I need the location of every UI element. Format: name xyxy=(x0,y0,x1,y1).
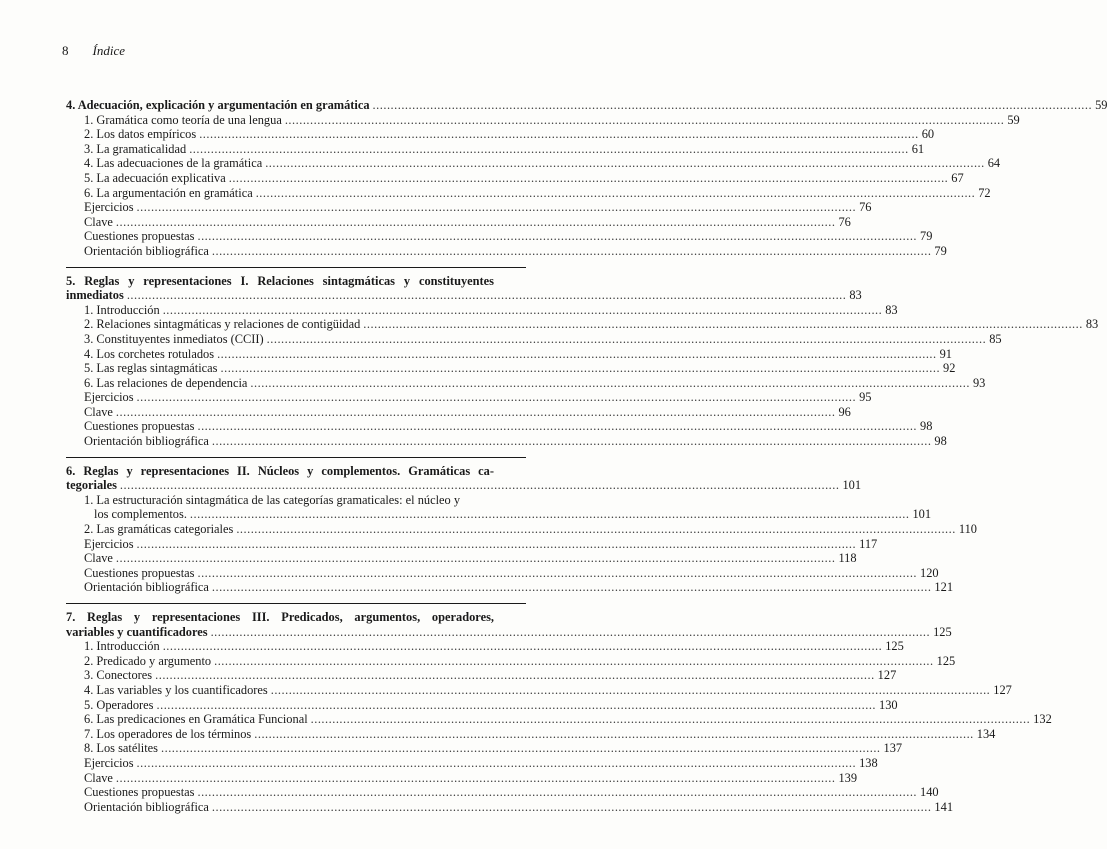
section-entry-text: 5. La adecuación explicativa xyxy=(84,170,226,185)
page-ref: 76 xyxy=(838,214,851,229)
section-entry xyxy=(66,668,897,683)
dot-leader: ........................................................................................................................................................................................................ xyxy=(265,156,985,171)
section-entry xyxy=(66,156,1001,171)
section-entry-text: 2. Relaciones sintagmáticas y relaciones de contigüidad xyxy=(84,317,361,332)
page-ref: 141 xyxy=(934,799,954,814)
dot-leader: ........................................................................................................................................................................................................ xyxy=(266,331,987,346)
section-entry-text: Ejercicios xyxy=(84,200,134,215)
section-entry-text: 4. Los corchetes rotulados xyxy=(84,346,215,361)
page-ref: 98 xyxy=(934,434,947,449)
section-entry-text: Orientación bibliográfica xyxy=(84,580,209,595)
section-entry-text: 3. La gramaticalidad xyxy=(84,141,187,156)
section-entry xyxy=(66,682,1012,698)
dot-leader: ........................................................................................................................................................................................................ xyxy=(211,243,932,258)
section-entry xyxy=(66,536,878,552)
dot-leader: ........................................................................................................................................................................................................ xyxy=(162,302,883,317)
page-ref: 132 xyxy=(1033,712,1052,727)
chapter-title-text: variables y cuantificadores xyxy=(66,624,208,639)
dot-leader: ........................................................................................................................................................................................................ xyxy=(155,668,875,683)
section-entry xyxy=(66,185,991,201)
page-ref: 61 xyxy=(911,141,925,156)
section-entry-text: 5. Operadores xyxy=(84,697,154,712)
chapter-title-text: inmediatos xyxy=(66,288,124,303)
running-head xyxy=(62,43,125,59)
dot-leader: ........................................................................................................................................................................................................ xyxy=(136,200,857,215)
section-entry xyxy=(66,799,954,815)
section-entry xyxy=(66,726,996,742)
page-ref: 125 xyxy=(936,653,956,668)
section-entry-text: 1. Gramática como teoría de una lengua xyxy=(84,112,282,127)
page-ref: 76 xyxy=(859,200,872,215)
dot-leader: ........................................................................................................................................................................................................ xyxy=(136,755,857,770)
page-ref: 72 xyxy=(978,185,991,200)
chapter-title-line: 6. Reglas y representaciones II. Núcleos y complementos. Gramáticas ca- xyxy=(66,463,494,478)
page-ref: 120 xyxy=(920,565,939,580)
section-entry xyxy=(66,127,935,142)
section-entry xyxy=(66,755,878,771)
section-entry xyxy=(66,112,1020,128)
dot-leader: ........................................................................................................................................................................................................ xyxy=(189,141,909,156)
section-entry xyxy=(66,712,1052,727)
section-entry-text: Orientación bibliográfica xyxy=(84,799,209,814)
section-entry xyxy=(66,653,956,669)
page-ref: 125 xyxy=(885,639,904,654)
page-ref: 79 xyxy=(934,243,947,258)
section-entry-text: 3. Constituyentes inmediatos (CCII) xyxy=(84,331,264,346)
page-ref: 98 xyxy=(920,419,933,434)
section-entry xyxy=(66,346,952,362)
page-ref: 138 xyxy=(859,755,878,770)
dot-leader: ........................................................................................................................................................................................................ xyxy=(254,726,974,741)
section-entry xyxy=(66,170,964,186)
toc-chapter xyxy=(66,457,977,595)
section-entry-text: Ejercicios xyxy=(84,390,134,405)
dot-leader: ........................................................................................................................................................................................................ xyxy=(161,741,881,756)
page-ref: 59 xyxy=(1095,98,1107,112)
dot-leader: ........................................................................................................................................................................................................ xyxy=(372,98,1093,112)
dot-leader: ........................................................................................................................................................................................................ xyxy=(115,404,836,419)
section-entry-text: Clave xyxy=(84,404,113,419)
section-entry xyxy=(66,404,851,420)
section-entry-text: Clave xyxy=(84,551,113,566)
section-entry xyxy=(66,200,872,215)
page-ref: 101 xyxy=(842,478,862,493)
page-ref: 101 xyxy=(912,507,932,522)
section-entry-text: 1. Introducción xyxy=(84,302,160,317)
section-line-wrap: 1. La estructuración sintagmática de las categorías gramaticales: el núcleo y xyxy=(84,492,461,507)
dot-leader: ........................................................................................................................................................................................................ xyxy=(115,551,836,566)
page-ref: 95 xyxy=(859,390,872,405)
dot-leader: ........................................................................................................................................................................................................ xyxy=(162,639,883,654)
dot-leader: ........................................................................................................................................................................................................ xyxy=(211,799,932,814)
dot-leader: ........................................................................................................................................................................................................ xyxy=(211,434,932,449)
section-entry xyxy=(66,565,939,581)
section-entry-text: 8. Los satélites xyxy=(84,741,158,756)
dot-leader: ........................................................................................................................................................................................................ xyxy=(217,346,937,361)
section-entry xyxy=(66,507,932,522)
dot-leader: ........................................................................................................................................................................................................ xyxy=(255,185,976,200)
page-ref: 91 xyxy=(939,346,952,361)
section-entry-text: Ejercicios xyxy=(84,755,134,770)
section-entry-text: Clave xyxy=(84,214,113,229)
section-entry-text: 2. Los datos empíricos xyxy=(84,127,197,142)
page-ref: 140 xyxy=(920,785,939,800)
page-ref: 79 xyxy=(920,229,933,244)
dot-leader: ........................................................................................................................................................................................................ xyxy=(270,682,991,697)
section-entry-text: Cuestiones propuestas xyxy=(84,229,195,244)
page-ref: 137 xyxy=(883,741,903,756)
page-ref: 127 xyxy=(993,682,1012,697)
page-ref: 83 xyxy=(1085,317,1099,332)
dot-leader: ........................................................................................................................................................................................................ xyxy=(210,624,931,639)
page-ref: 117 xyxy=(859,536,878,551)
section-entry xyxy=(66,229,933,244)
page-ref: 67 xyxy=(951,170,964,185)
dot-leader: ........................................................................................................................................................................................................ xyxy=(236,522,956,537)
section-entry xyxy=(66,697,898,713)
section-entry xyxy=(66,331,1002,347)
chapter-title xyxy=(66,624,952,640)
section-entry-text: 3. Conectores xyxy=(84,668,153,683)
dot-leader: ........................................................................................................................................................................................................ xyxy=(115,770,836,785)
page-ref: 110 xyxy=(958,522,977,537)
section-entry-text: 6. Las predicaciones en Gramática Funcional xyxy=(84,712,308,727)
section-entry xyxy=(66,361,956,376)
section-entry xyxy=(66,243,947,259)
section-entry-text: Orientación bibliográfica xyxy=(84,434,209,449)
section-entry-text: 6. La argumentación en gramática xyxy=(84,185,253,200)
section-entry-text: Ejercicios xyxy=(84,536,134,551)
chapter-title xyxy=(66,98,1107,113)
dot-leader: ........................................................................................................................................................................................................ xyxy=(126,288,847,303)
dot-leader: ........................................................................................................................................................................................................ xyxy=(189,507,910,522)
chapter-title-line: 7. Reglas y representaciones III. Predicados, argumentos, operadores, xyxy=(66,610,494,624)
page-ref: 139 xyxy=(838,770,858,785)
section-entry-text: Cuestiones propuestas xyxy=(84,785,195,800)
section-entry-text: 6. Las relaciones de dependencia xyxy=(84,375,248,390)
chapter-title-text: tegoriales xyxy=(66,478,117,493)
dot-leader: ........................................................................................................................................................................................................ xyxy=(197,785,918,800)
section-entry xyxy=(66,390,872,405)
section-entry-text: 4. Las variables y los cuantificadores xyxy=(84,682,268,697)
section-entry xyxy=(66,434,947,449)
dot-leader: ........................................................................................................................................................................................................ xyxy=(310,712,1031,727)
section-entry-text: los complementos. xyxy=(94,507,187,522)
section-entry-text: 1. Introducción xyxy=(84,639,160,654)
table-of-contents xyxy=(66,98,1107,822)
section-entry-text: Orientación bibliográfica xyxy=(84,243,209,258)
page-ref: 134 xyxy=(976,726,996,741)
dot-leader: ........................................................................................................................................................................................................ xyxy=(199,127,919,142)
section-entry-text: Cuestiones propuestas xyxy=(84,565,195,580)
dot-leader: ........................................................................................................................................................................................................ xyxy=(136,536,857,551)
dot-leader: ........................................................................................................................................................................................................ xyxy=(119,478,840,493)
page-ref: 64 xyxy=(987,156,1001,171)
chapter-title xyxy=(66,478,862,493)
section-entry-text: Clave xyxy=(84,770,113,785)
section-entry xyxy=(66,785,939,800)
dot-leader: ........................................................................................................................................................................................................ xyxy=(363,317,1083,332)
dot-leader: ........................................................................................................................................................................................................ xyxy=(228,170,949,185)
dot-leader: ........................................................................................................................................................................................................ xyxy=(214,653,934,668)
page-ref: 59 xyxy=(1007,112,1020,127)
dot-leader: ........................................................................................................................................................................................................ xyxy=(197,229,918,244)
page-ref: 83 xyxy=(885,302,898,317)
section-entry-text: 7. Los operadores de los términos xyxy=(84,726,252,741)
section-entry xyxy=(66,419,933,434)
section-entry xyxy=(66,522,977,537)
page-ref: 93 xyxy=(972,375,986,390)
section-entry xyxy=(66,214,851,230)
page-ref: 127 xyxy=(877,668,897,683)
section-entry-text: 2. Predicado y argumento xyxy=(84,653,212,668)
dot-leader: ........................................................................................................................................................................................................ xyxy=(136,390,857,405)
section-entry-text: 4. Las adecuaciones de la gramática xyxy=(84,156,263,171)
page-ref: 60 xyxy=(921,127,935,142)
dot-leader: ........................................................................................................................................................................................................ xyxy=(284,112,1005,127)
toc-chapter xyxy=(66,267,1099,449)
section-entry xyxy=(66,770,858,786)
section-entry xyxy=(66,302,898,318)
toc-chapter xyxy=(66,603,1052,814)
dot-leader: ........................................................................................................................................................................................................ xyxy=(220,361,941,376)
chapter-title xyxy=(66,288,862,303)
section-entry xyxy=(66,639,904,654)
section-entry-text: Cuestiones propuestas xyxy=(84,419,195,434)
section-entry xyxy=(66,580,954,595)
page-ref: 130 xyxy=(879,697,898,712)
page-ref: 85 xyxy=(989,331,1002,346)
chapter-title-line: 5. Reglas y representaciones I. Relaciones sintagmáticas y constituyentes xyxy=(66,273,494,288)
dot-leader: ........................................................................................................................................................................................................ xyxy=(250,375,970,390)
section-entry-text: 2. Las gramáticas categoriales xyxy=(84,522,234,537)
page-ref: 96 xyxy=(838,404,851,419)
page-ref: 118 xyxy=(838,551,857,566)
section-entry-text: 5. Las reglas sintagmáticas xyxy=(84,361,218,376)
dot-leader: ........................................................................................................................................................................................................ xyxy=(211,580,932,595)
section-entry xyxy=(66,375,986,391)
toc-chapter xyxy=(66,98,1107,259)
running-title: Índice xyxy=(92,43,125,58)
page-ref: 121 xyxy=(934,580,954,595)
page-ref: 83 xyxy=(849,288,862,303)
page-number: 8 xyxy=(62,43,69,58)
section-entry xyxy=(66,741,903,756)
page-ref: 125 xyxy=(933,624,952,639)
page-ref: 92 xyxy=(943,361,956,376)
dot-leader: ........................................................................................................................................................................................................ xyxy=(156,697,877,712)
dot-leader: ........................................................................................................................................................................................................ xyxy=(197,419,918,434)
chapter-title-text: 4. Adecuación, explicación y argumentación en gramática xyxy=(66,98,370,112)
dot-leader: ........................................................................................................................................................................................................ xyxy=(197,565,918,580)
section-entry xyxy=(66,141,925,157)
section-entry xyxy=(66,551,857,566)
section-entry xyxy=(66,317,1099,332)
dot-leader: ........................................................................................................................................................................................................ xyxy=(115,214,836,229)
